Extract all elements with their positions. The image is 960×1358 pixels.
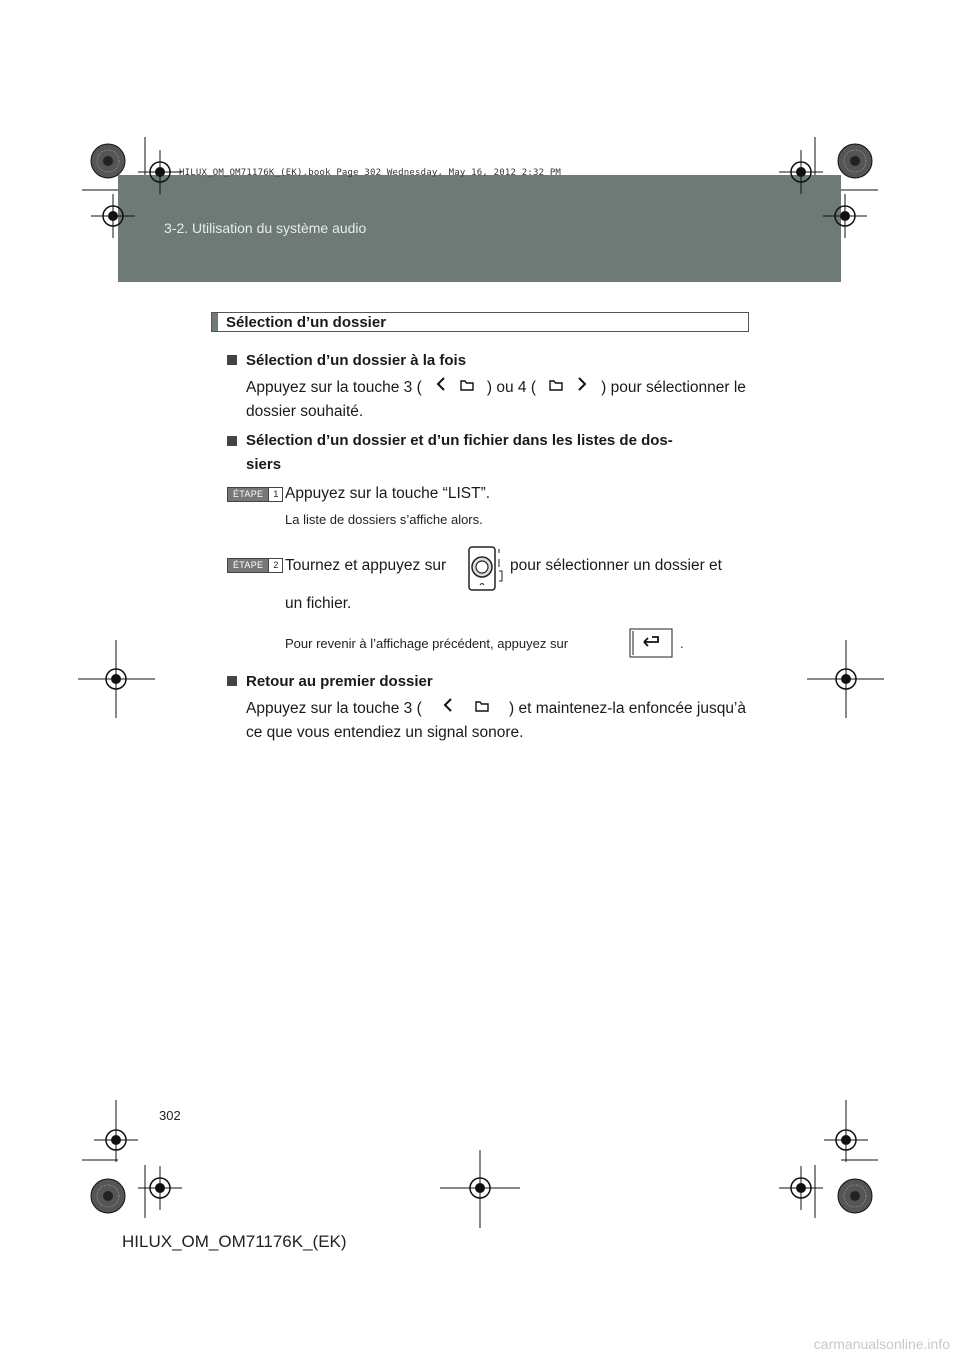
paragraph-back-to-first: Appuyez sur la touche 3 ( ) et maintenez-la enfoncée jusqu’à ce que vous entendiez un signal sonore. bbox=[246, 697, 746, 745]
step-1-note: La liste de dossiers s’affiche alors. bbox=[285, 512, 483, 527]
bullet-square-icon bbox=[227, 355, 237, 365]
step-2-note: Pour revenir à l’affichage précédent, appuyez sur bbox=[285, 636, 569, 651]
folder-icon bbox=[460, 376, 474, 400]
tune-knob-icon bbox=[466, 545, 506, 596]
step-1-text: Appuyez sur la touche “LIST”. bbox=[285, 485, 491, 502]
back-return-icon bbox=[629, 628, 673, 663]
chevron-left-icon bbox=[442, 697, 454, 721]
section-path: 3-2. Utilisation du système audio bbox=[164, 220, 367, 236]
bullet-square-icon bbox=[227, 676, 237, 686]
step-2-text-a: Tournez et appuyez sur bbox=[285, 557, 447, 574]
footer-code: HILUX_OM_OM71176K_(EK) bbox=[122, 1232, 347, 1251]
folder-icon bbox=[549, 376, 563, 400]
section-accent bbox=[212, 313, 218, 331]
heading-back-to-first: Retour au premier dossier bbox=[227, 670, 433, 694]
paragraph-one-at-a-time: Appuyez sur la touche 3 ( ) ou 4 ( ) pour sélectionner le dossier souhaité. bbox=[246, 376, 746, 424]
section-title-bar bbox=[211, 312, 749, 332]
step-2-badge: ÉTAPE 2 bbox=[227, 558, 283, 573]
step-2-text-b: pour sélectionner un dossier et bbox=[510, 557, 722, 574]
heading-from-lists: Sélection d’un dossier et d’un fichier dans les listes de dos- siers bbox=[227, 429, 747, 477]
section-title: Sélection d’un dossier bbox=[226, 314, 387, 331]
heading-one-at-a-time: Sélection d’un dossier à la fois bbox=[227, 349, 466, 373]
folder-icon bbox=[475, 697, 489, 721]
print-stamp: HILUX_OM_OM71176K_(EK).book Page 302 Wednesday, May 16, 2012 2:32 PM bbox=[179, 168, 562, 178]
watermark: carmanualsonline.info bbox=[813, 1336, 950, 1352]
page-number: 302 bbox=[159, 1108, 181, 1123]
step-2-note-end: . bbox=[680, 636, 684, 651]
step-1-badge: ÉTAPE 1 bbox=[227, 487, 283, 502]
chevron-right-icon bbox=[576, 376, 588, 400]
bullet-square-icon bbox=[227, 436, 237, 446]
step-2-text-c: un fichier. bbox=[285, 595, 352, 612]
chevron-left-icon bbox=[435, 376, 447, 400]
